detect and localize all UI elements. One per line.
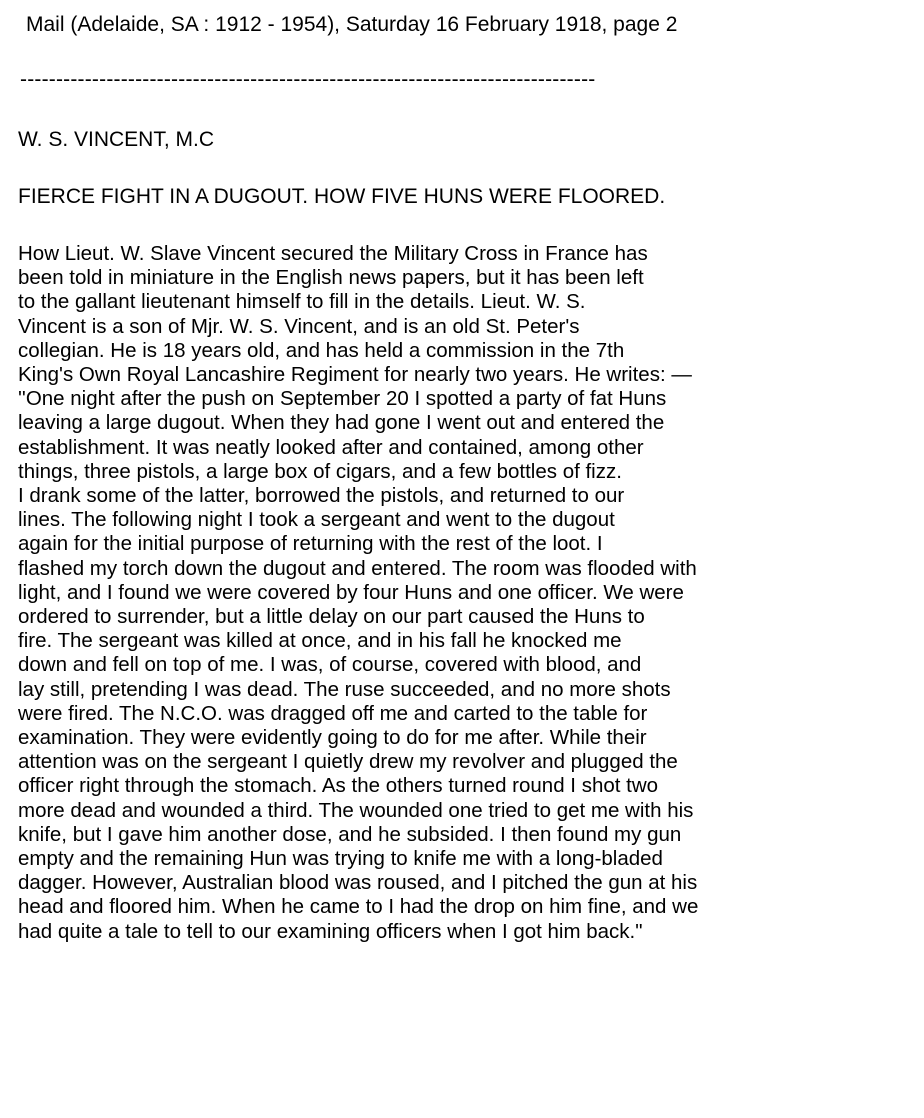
article-byline: W. S. VINCENT, M.C xyxy=(18,128,215,151)
body-text-line: lines. The following night I took a sergeant and went to the dugout xyxy=(18,508,615,532)
body-text-line: flashed my torch down the dugout and entered. The room was flooded with xyxy=(18,556,697,580)
body-text-line: attention was on the sergeant I quietly drew my revolver and plugged the xyxy=(18,750,678,774)
body-text-line: establishment. It was neatly looked after and contained, among other xyxy=(18,435,644,459)
body-text-line: leaving a large dugout. When they had gone I went out and entered the xyxy=(18,411,665,435)
body-text-line: head and floored him. When he came to I had the drop on him fine, and we xyxy=(18,895,699,919)
body-text-line: collegian. He is 18 years old, and has held a commission in the 7th xyxy=(18,338,625,362)
body-text-line: more dead and wounded a third. The wounded one tried to get me with his xyxy=(18,798,694,822)
body-text-line: dagger. However, Australian blood was roused, and I pitched the gun at his xyxy=(18,871,698,895)
body-text-line: to the gallant lieutenant himself to fill in the details. Lieut. W. S. xyxy=(18,290,586,314)
body-text-line: lay still, pretending I was dead. The ruse succeeded, and no more shots xyxy=(18,677,671,701)
body-text-line: ordered to surrender, but a little delay on our part caused the Huns to xyxy=(18,605,645,629)
body-text-line: light, and I found we were covered by four Huns and one officer. We were xyxy=(18,580,684,604)
body-text-line: things, three pistols, a large box of cigars, and a few bottles of fizz. xyxy=(18,459,622,483)
body-text-line: were fired. The N.C.O. was dragged off me and carted to the table for xyxy=(18,701,648,725)
body-text-line: again for the initial purpose of returning with the rest of the loot. I xyxy=(18,532,603,556)
body-text-line: How Lieut. W. Slave Vincent secured the Military Cross in France has xyxy=(18,242,648,265)
separator-line: -------------------------------------------------------------------------------- xyxy=(20,68,596,91)
body-text-line: I drank some of the latter, borrowed the pistols, and returned to our xyxy=(18,484,625,508)
body-text-line: empty and the remaining Hun was trying to knife me with a long-bladed xyxy=(18,847,663,871)
body-text-line: had quite a tale to tell to our examining officers when I got him back." xyxy=(18,919,643,943)
article-headline: FIERCE FIGHT IN A DUGOUT. HOW FIVE HUNS WERE FLOORED. xyxy=(18,185,666,208)
source-citation: Mail (Adelaide, SA : 1912 - 1954), Saturday 16 February 1918, page 2 xyxy=(26,13,678,36)
body-text-line: been told in miniature in the English news papers, but it has been left xyxy=(18,266,644,290)
body-text-line: down and fell on top of me. I was, of course, covered with blood, and xyxy=(18,653,642,677)
body-text-line: King's Own Royal Lancashire Regiment for nearly two years. He writes: — xyxy=(18,363,692,387)
body-text-line: fire. The sergeant was killed at once, and in his fall he knocked me xyxy=(18,629,622,653)
body-text-line: officer right through the stomach. As the others turned round I shot two xyxy=(18,774,659,798)
body-text-line: Vincent is a son of Mjr. W. S. Vincent, and is an old St. Peter's xyxy=(18,314,580,338)
body-text-line: ''One night after the push on September 20 I spotted a party of fat Huns xyxy=(18,387,667,411)
article-body xyxy=(18,242,918,944)
body-text-line: examination. They were evidently going to do for me after. While their xyxy=(18,726,647,750)
body-text-line: knife, but I gave him another dose, and he subsided. I then found my gun xyxy=(18,822,682,846)
